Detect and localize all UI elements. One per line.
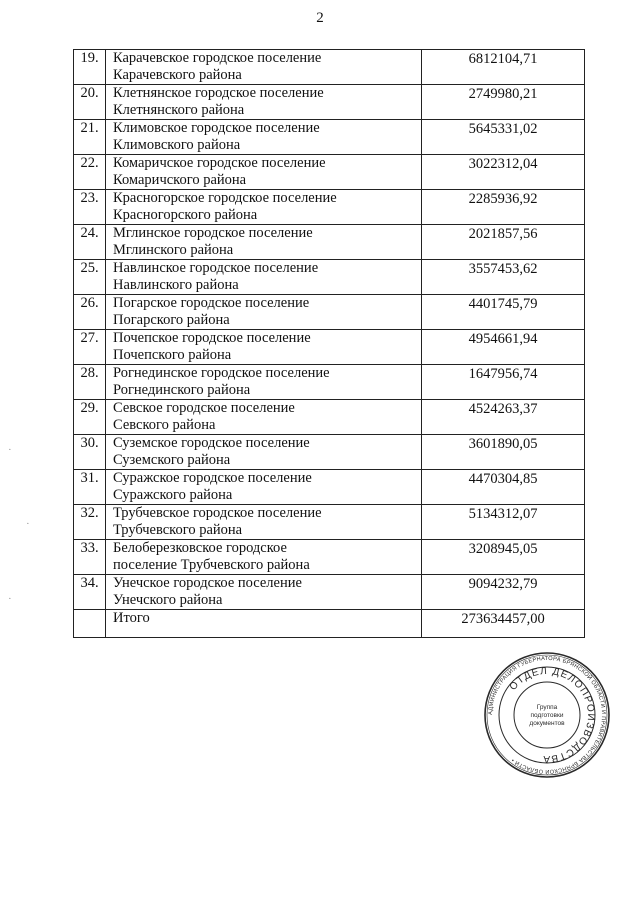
amount-cell bbox=[422, 120, 585, 155]
row-number: 28. bbox=[74, 365, 106, 400]
row-number: 29. bbox=[74, 400, 106, 435]
amount-cell bbox=[422, 330, 585, 365]
stamp-outer-text: АДМИНИСТРАЦИЯ ГУБЕРНАТОРА БРЯНСКОЙ ОБЛАСТИ И ПРАВИТЕЛЬСТВА БРЯНСКОЙ ОБЛАСТИ • bbox=[487, 655, 607, 775]
row-number: 27. bbox=[74, 330, 106, 365]
amount-value: 9094232,79 bbox=[468, 576, 538, 592]
row-number: 20. bbox=[74, 85, 106, 120]
table-row bbox=[74, 470, 585, 505]
settlement-name-line-2: Комаричского района bbox=[113, 172, 247, 188]
amount-cell bbox=[422, 575, 585, 610]
scan-speck: · bbox=[26, 518, 30, 530]
table-row bbox=[74, 295, 585, 330]
row-number: 34. bbox=[74, 575, 106, 610]
table-row bbox=[74, 155, 585, 190]
table-row bbox=[74, 50, 585, 85]
settlement-name bbox=[106, 470, 422, 505]
row-number: 24. bbox=[74, 225, 106, 260]
settlement-name-line-2: Трубчевского района bbox=[113, 522, 243, 538]
settlement-name bbox=[106, 120, 422, 155]
stamp-center-line-1: Группа bbox=[536, 704, 558, 711]
settlement-name-line-1: Погарское городское поселение bbox=[113, 295, 310, 311]
table-row bbox=[74, 435, 585, 470]
row-number: 23. bbox=[74, 190, 106, 225]
amount-cell bbox=[422, 400, 585, 435]
settlement-name bbox=[106, 190, 422, 225]
table-row bbox=[74, 85, 585, 120]
table-row bbox=[74, 400, 585, 435]
settlement-name-line-2: Севского района bbox=[113, 417, 216, 433]
settlement-name bbox=[106, 505, 422, 540]
settlement-name-line-1: Красногорское городское поселение bbox=[113, 190, 337, 206]
table-row bbox=[74, 190, 585, 225]
settlement-name-line-1: Почепское городское поселение bbox=[113, 330, 311, 346]
amount-value: 2749980,21 bbox=[468, 86, 538, 102]
stamp-center-line-3: документов bbox=[529, 720, 565, 727]
settlement-name-line-2: поселение Трубчевского района bbox=[113, 557, 310, 573]
settlement-name-line-2: Клетнянского района bbox=[113, 102, 245, 118]
amount-value: 3208945,05 bbox=[468, 541, 538, 557]
amount-value: 1647956,74 bbox=[468, 366, 538, 382]
amount-value: 2021857,56 bbox=[468, 226, 538, 242]
settlement-name-line-1: Суземское городское поселение bbox=[113, 435, 310, 451]
amount-value: 4524263,37 bbox=[468, 401, 538, 417]
settlement-name-line-2: Унечского района bbox=[113, 592, 223, 608]
total-number-cell bbox=[74, 610, 106, 638]
amount-cell bbox=[422, 505, 585, 540]
settlement-name-line-1: Севское городское поселение bbox=[113, 400, 295, 416]
office-stamp bbox=[483, 651, 611, 779]
page-number: 2 bbox=[316, 10, 324, 26]
table-row bbox=[74, 365, 585, 400]
settlement-name-line-1: Унечское городское поселение bbox=[113, 575, 302, 591]
row-number: 22. bbox=[74, 155, 106, 190]
settlement-name bbox=[106, 155, 422, 190]
amount-cell bbox=[422, 435, 585, 470]
table-row bbox=[74, 260, 585, 295]
amount-cell bbox=[422, 260, 585, 295]
total-row bbox=[74, 610, 585, 638]
settlement-name-line-1: Белоберезковское городское bbox=[113, 540, 287, 556]
settlement-name-line-1: Рогнединское городское поселение bbox=[113, 365, 330, 381]
settlement-name bbox=[106, 260, 422, 295]
row-number: 19. bbox=[74, 50, 106, 85]
row-number: 26. bbox=[74, 295, 106, 330]
settlement-name bbox=[106, 50, 422, 85]
amount-cell bbox=[422, 295, 585, 330]
settlement-name-line-1: Клетнянское городское поселение bbox=[113, 85, 324, 101]
amount-value: 4470304,85 bbox=[468, 471, 538, 487]
amount-value: 5134312,07 bbox=[468, 506, 538, 522]
settlement-name bbox=[106, 225, 422, 260]
settlement-name bbox=[106, 435, 422, 470]
row-number: 32. bbox=[74, 505, 106, 540]
amount-value: 3557453,62 bbox=[468, 261, 538, 277]
settlement-name-line-1: Комаричское городское поселение bbox=[113, 155, 326, 171]
settlement-name-line-1: Навлинское городское поселение bbox=[113, 260, 319, 276]
scan-speck: · bbox=[8, 444, 12, 456]
total-amount-cell bbox=[422, 610, 585, 638]
settlement-name bbox=[106, 295, 422, 330]
settlement-name-line-1: Суражское городское поселение bbox=[113, 470, 312, 486]
settlement-name bbox=[106, 540, 422, 575]
amount-value: 3022312,04 bbox=[468, 156, 538, 172]
amount-cell bbox=[422, 190, 585, 225]
total-amount: 273634457,00 bbox=[461, 611, 545, 627]
amount-cell bbox=[422, 540, 585, 575]
settlement-name-line-2: Красногорского района bbox=[113, 207, 258, 223]
settlement-name-line-1: Карачевское городское поселение bbox=[113, 50, 322, 66]
table-row bbox=[74, 120, 585, 155]
table-row bbox=[74, 505, 585, 540]
amount-value: 3601890,05 bbox=[468, 436, 538, 452]
amount-value: 2285936,92 bbox=[468, 191, 538, 207]
stamp-inner-text: ОТДЕЛ ДЕЛОПРОИЗВОДСТВА bbox=[507, 665, 597, 765]
row-number: 31. bbox=[74, 470, 106, 505]
settlement-name-line-1: Климовское городское поселение bbox=[113, 120, 320, 136]
table-row bbox=[74, 225, 585, 260]
settlement-name-line-2: Карачевского района bbox=[113, 67, 242, 83]
table-row bbox=[74, 575, 585, 610]
settlement-name-line-2: Почепского района bbox=[113, 347, 232, 363]
amount-cell bbox=[422, 155, 585, 190]
settlement-name-line-1: Мглинское городское поселение bbox=[113, 225, 313, 241]
amount-value: 4401745,79 bbox=[468, 296, 538, 312]
settlement-name bbox=[106, 575, 422, 610]
settlement-name-line-2: Мглинского района bbox=[113, 242, 234, 258]
table-row bbox=[74, 330, 585, 365]
settlement-name-line-2: Навлинского района bbox=[113, 277, 239, 293]
settlement-name bbox=[106, 400, 422, 435]
row-number: 25. bbox=[74, 260, 106, 295]
total-label: Итого bbox=[106, 610, 422, 638]
row-number: 33. bbox=[74, 540, 106, 575]
settlement-name bbox=[106, 365, 422, 400]
amount-cell bbox=[422, 225, 585, 260]
settlement-name-line-2: Погарского района bbox=[113, 312, 230, 328]
row-number: 21. bbox=[74, 120, 106, 155]
amount-value: 6812104,71 bbox=[468, 51, 538, 67]
settlement-name bbox=[106, 330, 422, 365]
table-row bbox=[74, 540, 585, 575]
settlement-name-line-1: Трубчевское городское поселение bbox=[113, 505, 322, 521]
amount-cell bbox=[422, 365, 585, 400]
amount-value: 5645331,02 bbox=[468, 121, 538, 137]
amount-value: 4954661,94 bbox=[468, 331, 538, 347]
settlement-name bbox=[106, 85, 422, 120]
settlement-name-line-2: Рогнединского района bbox=[113, 382, 251, 398]
amount-cell bbox=[422, 470, 585, 505]
row-number: 30. bbox=[74, 435, 106, 470]
amount-cell bbox=[422, 85, 585, 120]
stamp-center-line-2: подготовки bbox=[530, 712, 564, 719]
amount-cell bbox=[422, 50, 585, 85]
settlement-name-line-2: Суражского района bbox=[113, 487, 233, 503]
scan-speck: · bbox=[8, 593, 12, 605]
settlements-table bbox=[73, 49, 585, 638]
settlement-name-line-2: Климовского района bbox=[113, 137, 241, 153]
settlement-name-line-2: Суземского района bbox=[113, 452, 231, 468]
